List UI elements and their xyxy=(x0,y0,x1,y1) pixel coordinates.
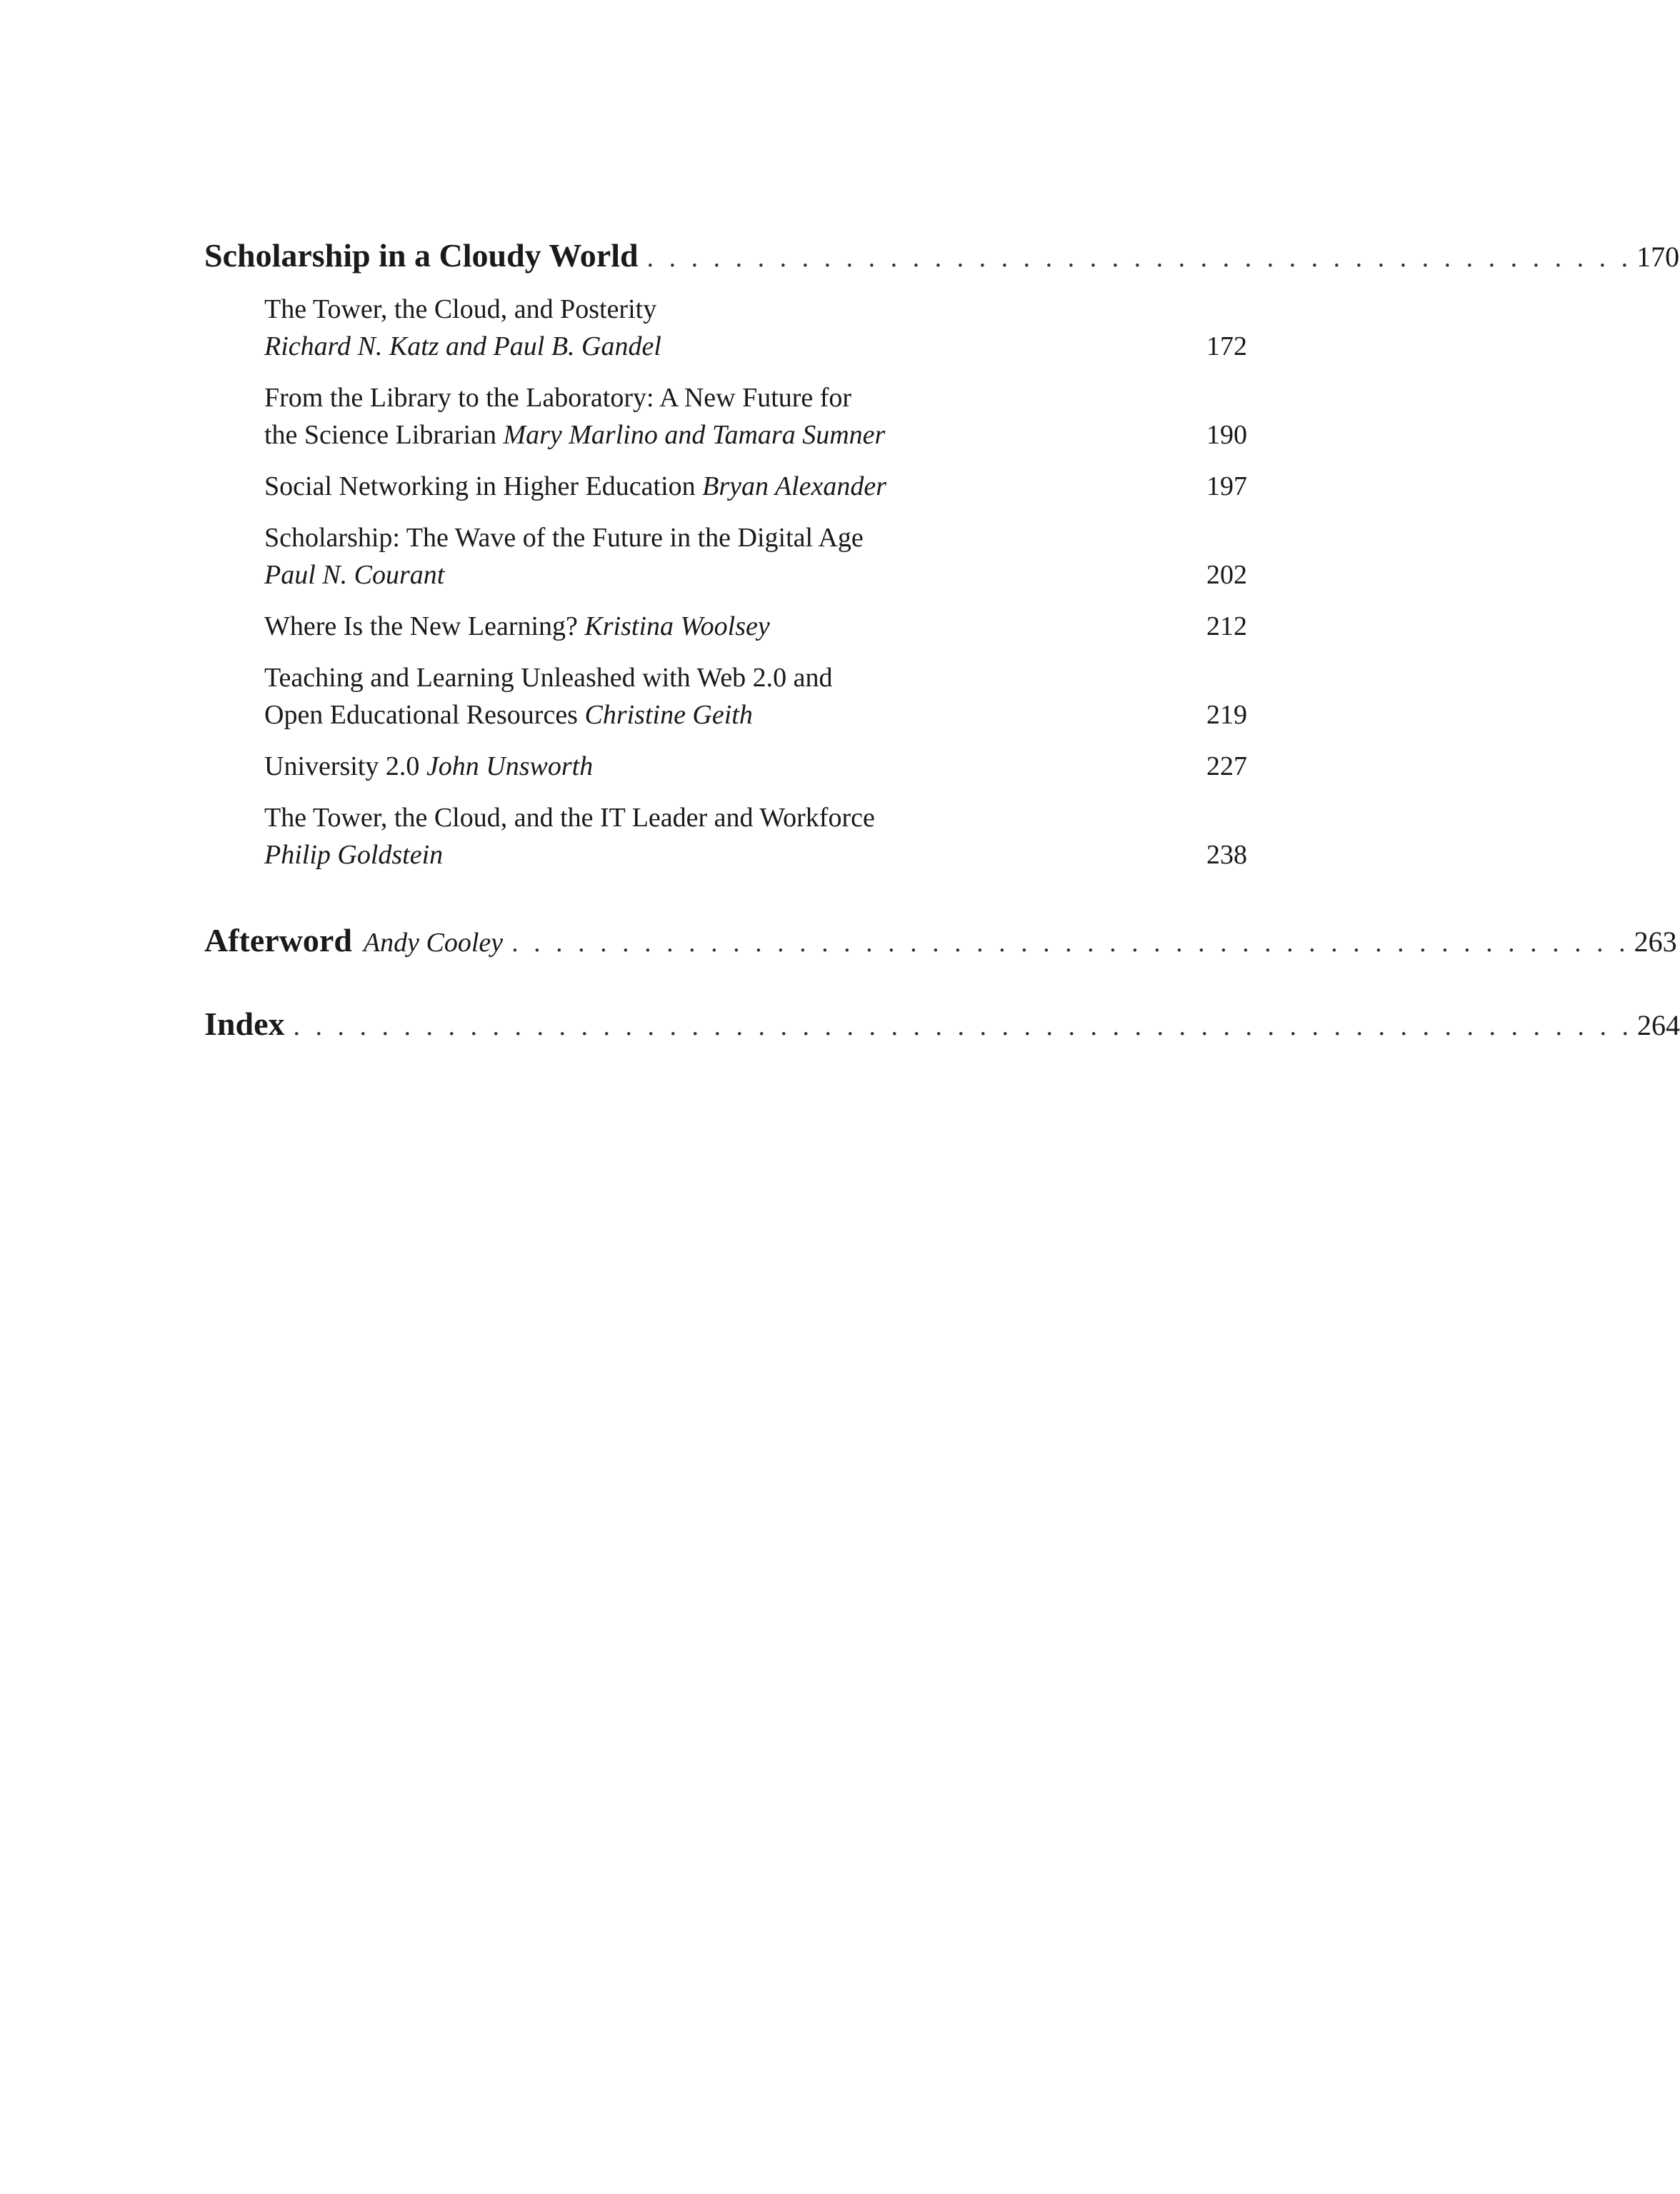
entry-title: Teaching and Learning Unleashed with Web 2.0 and xyxy=(264,663,833,693)
entry-author: Mary Marlino and Tamara Sumner xyxy=(503,420,886,450)
toc-entry[interactable] xyxy=(264,799,1247,873)
section-title: Index xyxy=(204,1006,285,1042)
page-number: 190 xyxy=(1206,420,1247,450)
page-number: 212 xyxy=(1206,611,1247,641)
dot-leader: . . . . . . . . . . . . . . . . . . . . . . . . . . . . . . . . . . . . . . . . . . . . . xyxy=(646,243,1633,273)
entry-title-continued: the Science Librarian xyxy=(264,420,496,450)
section-author: Andy Cooley xyxy=(363,928,504,958)
toc-entry[interactable] xyxy=(264,291,1247,365)
entry-title-continued: Open Educational Resources xyxy=(264,700,578,730)
dot-leader: . . . . . . . . . . . . . . . . . . . . . . . . . . . . . . . . . . . . . . . . . . . . . . . . . . . xyxy=(511,928,1630,958)
toc-section-afterword[interactable] xyxy=(204,921,1677,963)
page-number: 264 xyxy=(1636,1009,1680,1041)
entry-title: University 2.0 xyxy=(264,751,420,781)
entry-title: Scholarship: The Wave of the Future in the Digital Age xyxy=(264,523,864,553)
entry-title: From the Library to the Laboratory: A New Future for xyxy=(264,383,852,413)
toc-entry[interactable] xyxy=(264,659,1247,733)
entry-author: Christine Geith xyxy=(584,700,753,730)
toc-entry[interactable] xyxy=(264,519,1247,593)
toc-entry[interactable] xyxy=(264,468,1247,505)
toc-section-index[interactable] xyxy=(204,1004,1680,1046)
entry-title: Where Is the New Learning? xyxy=(264,611,578,641)
entry-author: Bryan Alexander xyxy=(702,471,886,501)
page-number: 238 xyxy=(1206,840,1247,870)
toc-entry[interactable] xyxy=(264,608,1247,645)
entry-title: Social Networking in Higher Education xyxy=(264,471,696,501)
page-number: 219 xyxy=(1206,700,1247,730)
entry-author: Richard N. Katz and Paul B. Gandel xyxy=(264,331,661,361)
page-number: 263 xyxy=(1634,926,1677,958)
entry-author: John Unsworth xyxy=(426,751,594,781)
page-number: 172 xyxy=(1206,331,1247,361)
section-entries xyxy=(264,291,1247,873)
entry-title: The Tower, the Cloud, and Posterity xyxy=(264,294,657,324)
entry-author: Kristina Woolsey xyxy=(584,611,770,641)
entry-author: Philip Goldstein xyxy=(264,840,444,870)
table-of-contents xyxy=(204,236,1680,1046)
page-number: 202 xyxy=(1206,560,1247,590)
section-title: Afterword xyxy=(204,922,352,958)
entry-author: Paul N. Courant xyxy=(264,560,445,590)
toc-section-scholarship[interactable] xyxy=(204,236,1680,278)
dot-leader: . . . . . . . . . . . . . . . . . . . . . . . . . . . . . . . . . . . . . . . . . . . . . . . . . . . . . . . . . . . . . xyxy=(293,1011,1633,1041)
page-number: 227 xyxy=(1206,751,1247,781)
page-number: 170 xyxy=(1636,241,1680,273)
toc-entry[interactable] xyxy=(264,379,1247,454)
entry-title: The Tower, the Cloud, and the IT Leader and Workforce xyxy=(264,803,875,833)
page-number: 197 xyxy=(1206,471,1247,501)
section-title: Scholarship in a Cloudy World xyxy=(204,237,639,274)
toc-entry[interactable] xyxy=(264,748,1247,785)
